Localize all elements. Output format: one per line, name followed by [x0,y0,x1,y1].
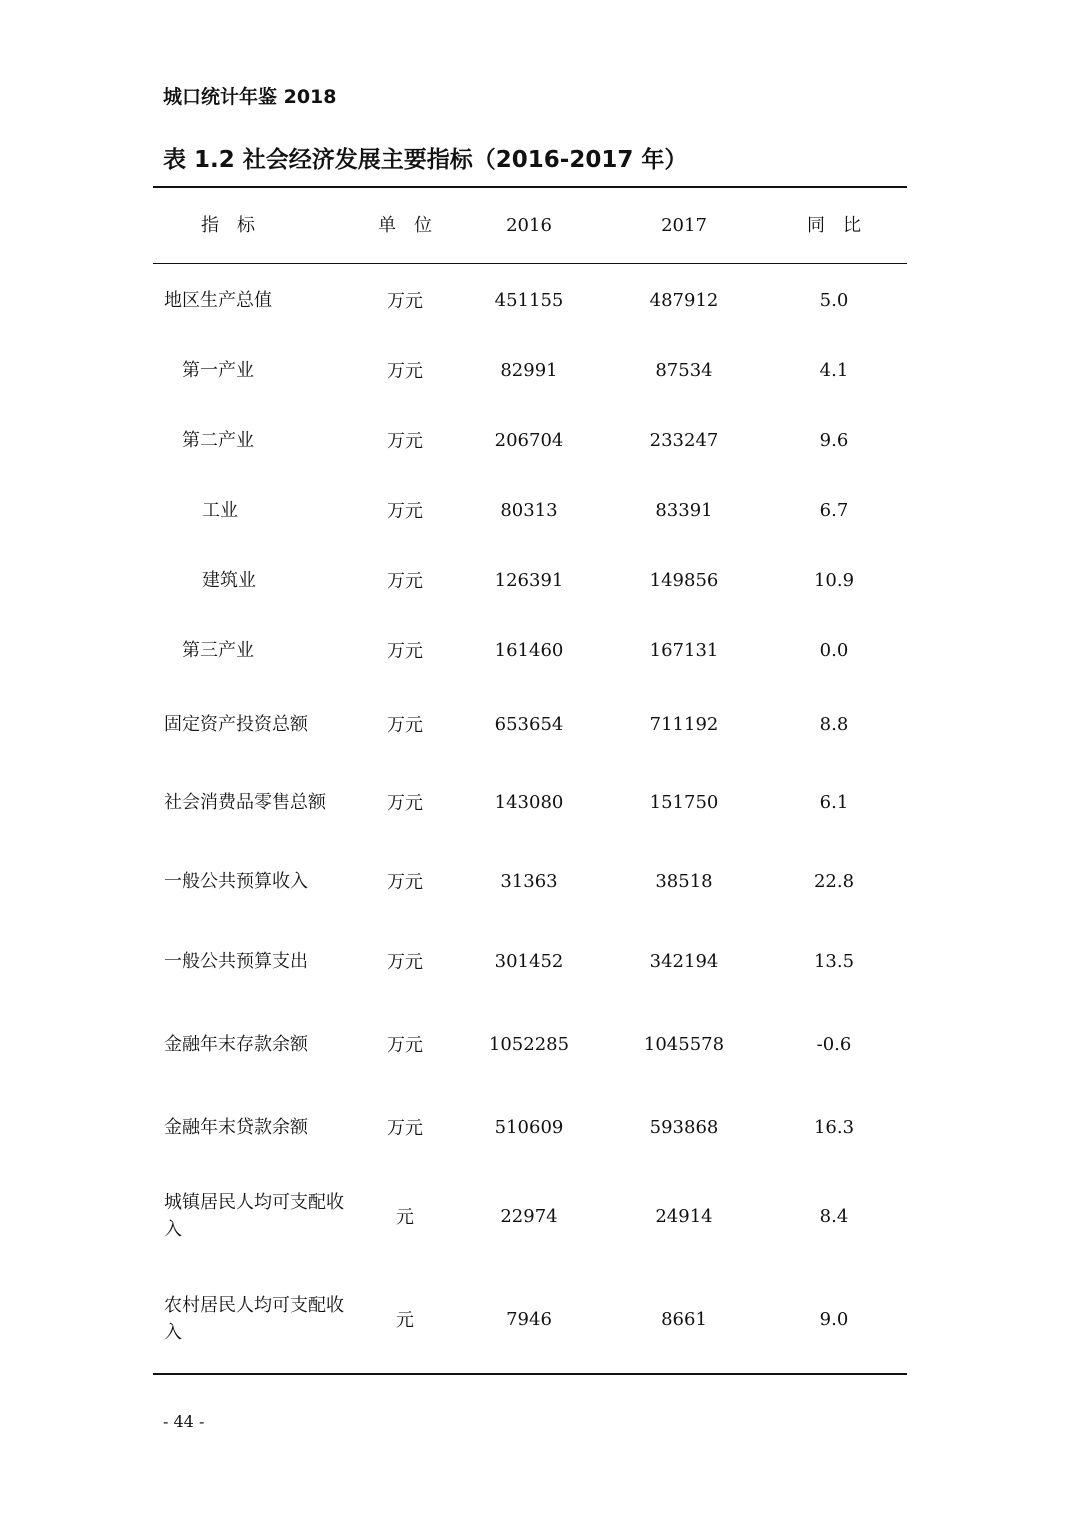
row-yoy: 8.4 [819,1205,849,1227]
header-indicator: 指 标 [201,215,255,236]
row-value-2017: 593868 [649,1116,719,1138]
page-number: - 44 - [163,1412,205,1431]
row-unit: 万元 [387,571,423,592]
row-unit: 万元 [387,641,423,662]
row-value-2016: 7946 [506,1308,552,1330]
row-value-2016: 82991 [500,359,558,381]
row-value-2016: 1052285 [488,1033,570,1055]
row-value-2017: 8661 [661,1308,707,1330]
row-value-2016: 22974 [500,1205,558,1227]
table-row [153,931,907,991]
table-title: 表 1.2 社会经济发展主要指标（2016-2017 年） [163,147,688,173]
row-value-2017: 342194 [649,950,719,972]
row-unit: 元 [396,1310,414,1331]
table-row [153,620,907,680]
row-value-2016: 126391 [494,569,564,591]
header-yoy: 同 比 [807,215,861,236]
row-unit: 万元 [387,1118,423,1139]
row-value-2017: 83391 [655,499,713,521]
row-indicator: 城镇居民人均可支配收入 [164,1192,344,1240]
table-row [153,772,907,832]
table-bottom-rule [153,1373,907,1375]
row-value-2016: 653654 [494,713,564,735]
table-row [153,480,907,540]
row-value-2017: 151750 [649,791,719,813]
row-value-2017: 24914 [655,1205,713,1227]
row-unit: 万元 [387,872,423,893]
row-unit: 万元 [387,291,423,312]
header-2016: 2016 [506,215,552,236]
row-value-2016: 80313 [500,499,558,521]
row-unit: 万元 [387,501,423,522]
row-yoy: 13.5 [813,950,855,972]
running-head: 城口统计年鉴 2018 [163,86,337,108]
table-row [153,1180,907,1252]
row-unit: 万元 [387,793,423,814]
row-yoy: 8.8 [819,713,849,735]
row-unit: 万元 [387,361,423,382]
row-yoy: 5.0 [819,289,849,311]
header-2017: 2017 [661,215,707,236]
row-value-2017: 87534 [655,359,713,381]
row-value-2017: 233247 [649,429,719,451]
row-indicator: 工业 [202,499,238,521]
row-indicator: 一般公共预算收入 [164,870,308,892]
row-unit: 万元 [387,715,423,736]
table-row [153,270,907,330]
row-indicator: 农村居民人均可支配收入 [164,1295,344,1343]
row-yoy: 22.8 [813,870,855,892]
row-unit: 元 [396,1207,414,1228]
row-indicator: 地区生产总值 [164,289,272,311]
row-unit: 万元 [387,431,423,452]
row-yoy: -0.6 [816,1033,852,1055]
table-row [153,550,907,610]
row-value-2016: 143080 [494,791,564,813]
row-indicator: 金融年末存款余额 [164,1033,308,1055]
row-value-2017: 711192 [649,713,719,735]
row-yoy: 4.1 [819,359,849,381]
row-value-2017: 167131 [649,639,719,661]
row-value-2016: 161460 [494,639,564,661]
row-yoy: 0.0 [819,639,849,661]
table-row [153,410,907,470]
row-indicator: 第三产业 [182,639,254,661]
row-indicator: 固定资产投资总额 [164,713,308,735]
row-yoy: 6.7 [819,499,849,521]
header-unit: 单 位 [378,215,432,236]
row-indicator: 金融年末贷款余额 [164,1116,308,1138]
row-indicator: 一般公共预算支出 [164,950,308,972]
table-row [153,851,907,911]
row-indicator: 社会消费品零售总额 [164,791,326,813]
row-unit: 万元 [387,1035,423,1056]
table-row [153,1097,907,1157]
row-value-2016: 510609 [494,1116,564,1138]
row-value-2017: 149856 [649,569,719,591]
table-row [153,340,907,400]
row-value-2016: 451155 [494,289,564,311]
row-yoy: 6.1 [819,791,849,813]
row-indicator: 建筑业 [202,569,256,591]
row-value-2017: 38518 [655,870,713,892]
row-value-2017: 1045578 [643,1033,725,1055]
table-header-row [153,188,907,263]
table-row [153,1014,907,1074]
row-value-2017: 487912 [649,289,719,311]
table-row [153,694,907,754]
row-value-2016: 31363 [500,870,558,892]
row-indicator: 第二产业 [182,429,254,451]
table-row [153,1283,907,1355]
row-value-2016: 301452 [494,950,564,972]
row-yoy: 9.6 [819,429,849,451]
row-unit: 万元 [387,952,423,973]
row-yoy: 9.0 [819,1308,849,1330]
row-yoy: 10.9 [813,569,855,591]
row-value-2016: 206704 [494,429,564,451]
table-header-rule [153,263,907,264]
row-yoy: 16.3 [813,1116,855,1138]
row-indicator: 第一产业 [182,359,254,381]
